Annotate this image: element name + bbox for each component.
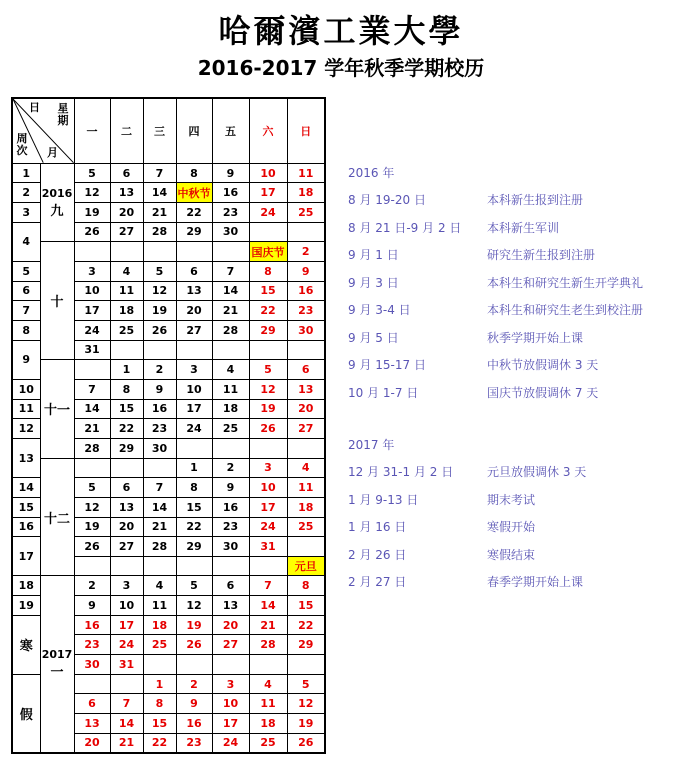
day-cell: 24 xyxy=(212,733,249,753)
day-cell: 16 xyxy=(143,399,176,419)
event-date: 9 月 5 日 xyxy=(348,330,399,345)
corner-header xyxy=(12,98,74,163)
day-cell: 13 xyxy=(74,714,110,734)
day-cell: 2 xyxy=(74,576,110,596)
week-number: 15 xyxy=(12,497,40,517)
day-cell: 17 xyxy=(110,615,143,635)
day-cell: 12 xyxy=(287,694,325,714)
day-cell: 13 xyxy=(287,379,325,399)
day-cell: 28 xyxy=(74,438,110,458)
day-cell: 19 xyxy=(74,517,110,537)
corner-day-label: 日 xyxy=(29,101,40,114)
day-cell: 21 xyxy=(110,733,143,753)
day-cell: 12 xyxy=(143,281,176,301)
week-number: 3 xyxy=(12,203,40,223)
day-cell: 24 xyxy=(249,203,287,223)
day-cell: 18 xyxy=(249,714,287,734)
day-cell: 7 xyxy=(143,478,176,498)
day-cell: 30 xyxy=(143,438,176,458)
day-cell: 25 xyxy=(110,320,143,340)
day-cell: 2 xyxy=(212,458,249,478)
day-cell: 29 xyxy=(249,320,287,340)
corner-weekday-label: 星期 xyxy=(57,102,69,127)
day-cell xyxy=(212,438,249,458)
day-cell: 26 xyxy=(249,419,287,439)
day-cell: 25 xyxy=(249,733,287,753)
week-number: 16 xyxy=(12,517,40,537)
day-cell: 27 xyxy=(287,419,325,439)
day-cell: 29 xyxy=(110,438,143,458)
day-cell: 18 xyxy=(143,615,176,635)
day-cell: 6 xyxy=(176,261,212,281)
day-cell: 17 xyxy=(176,399,212,419)
day-cell: 24 xyxy=(74,320,110,340)
day-cell xyxy=(176,655,212,675)
week-number: 1 xyxy=(12,163,40,183)
day-cell: 20 xyxy=(110,517,143,537)
day-cell: 23 xyxy=(212,203,249,223)
weekday-header: 日 xyxy=(287,98,325,163)
day-cell: 10 xyxy=(74,281,110,301)
day-cell: 22 xyxy=(176,517,212,537)
day-cell: 9 xyxy=(143,379,176,399)
event-date: 9 月 15-17 日 xyxy=(348,358,426,372)
day-cell: 8 xyxy=(287,576,325,596)
day-cell: 20 xyxy=(74,733,110,753)
day-cell: 15 xyxy=(176,497,212,517)
day-cell: 16 xyxy=(74,615,110,635)
day-cell: 1 xyxy=(143,674,176,694)
month-year: 2016 xyxy=(41,186,73,200)
day-cell: 11 xyxy=(110,281,143,301)
event-description: 期末考试 xyxy=(487,492,536,507)
month-label: 十一 xyxy=(43,403,70,419)
day-cell: 25 xyxy=(212,419,249,439)
day-cell: 2 xyxy=(287,242,325,262)
day-cell: 14 xyxy=(74,399,110,419)
day-cell: 5 xyxy=(287,674,325,694)
calendar-row xyxy=(12,458,325,478)
day-cell: 25 xyxy=(143,635,176,655)
week-number: 2 xyxy=(12,183,40,203)
day-cell: 15 xyxy=(143,714,176,734)
day-cell: 21 xyxy=(74,419,110,439)
week-number: 19 xyxy=(12,596,40,616)
day-cell xyxy=(143,340,176,360)
day-cell: 7 xyxy=(249,576,287,596)
day-cell: 19 xyxy=(176,615,212,635)
day-cell xyxy=(249,438,287,458)
day-cell: 22 xyxy=(143,733,176,753)
day-cell: 6 xyxy=(74,694,110,714)
month-label: 十二 xyxy=(43,511,70,527)
day-cell: 15 xyxy=(287,596,325,616)
day-cell: 29 xyxy=(176,537,212,557)
school-calendar-table xyxy=(11,97,326,754)
week-number: 18 xyxy=(12,576,40,596)
day-cell: 16 xyxy=(176,714,212,734)
month-sep xyxy=(40,163,74,242)
day-cell: 10 xyxy=(176,379,212,399)
vacation-label-2: 假 xyxy=(12,674,40,753)
week-number: 17 xyxy=(12,537,40,576)
event-date: 2 月 27 日 xyxy=(348,575,407,589)
week-number: 7 xyxy=(12,301,40,321)
vacation-label-1: 寒 xyxy=(12,615,40,674)
day-cell: 4 xyxy=(287,458,325,478)
week-number: 14 xyxy=(12,478,40,498)
day-cell: 13 xyxy=(110,497,143,517)
day-cell: 23 xyxy=(212,517,249,537)
day-cell: 19 xyxy=(74,203,110,223)
day-cell: 1 xyxy=(110,360,143,380)
day-cell: 9 xyxy=(212,163,249,183)
day-cell: 28 xyxy=(212,320,249,340)
event-description: 研究生新生报到注册 xyxy=(487,248,596,262)
day-cell: 27 xyxy=(212,635,249,655)
day-cell xyxy=(110,458,143,478)
day-cell: 20 xyxy=(287,399,325,419)
day-cell xyxy=(287,655,325,675)
day-cell: 28 xyxy=(143,222,176,242)
event-description: 国庆节放假调休 7 天 xyxy=(487,385,599,400)
day-cell: 5 xyxy=(74,163,110,183)
day-cell: 2 xyxy=(143,360,176,380)
day-cell: 4 xyxy=(143,576,176,596)
week-number: 4 xyxy=(12,222,40,261)
day-cell: 1 xyxy=(176,458,212,478)
day-cell: 5 xyxy=(249,360,287,380)
day-cell: 17 xyxy=(249,497,287,517)
day-cell: 27 xyxy=(110,222,143,242)
day-cell: 24 xyxy=(110,635,143,655)
day-cell: 10 xyxy=(212,694,249,714)
month-oct xyxy=(40,242,74,360)
day-cell xyxy=(212,242,249,262)
day-cell: 17 xyxy=(249,183,287,203)
day-cell xyxy=(287,340,325,360)
event-date: 8 月 21 日-9 月 2 日 xyxy=(348,220,462,235)
day-cell: 9 xyxy=(74,596,110,616)
weekday-header: 六 xyxy=(249,98,287,163)
day-cell xyxy=(287,537,325,557)
calendar-title: 2016-2017 学年秋季学期校历 xyxy=(197,56,485,80)
week-number: 12 xyxy=(12,419,40,439)
day-cell xyxy=(176,340,212,360)
day-cell: 22 xyxy=(287,615,325,635)
day-cell xyxy=(110,674,143,694)
event-description: 寒假开始 xyxy=(487,520,536,534)
day-cell: 5 xyxy=(176,576,212,596)
day-cell xyxy=(110,556,143,576)
day-cell xyxy=(143,242,176,262)
day-cell: 14 xyxy=(249,596,287,616)
holiday-cell: 国庆节 xyxy=(249,242,287,262)
day-cell: 26 xyxy=(176,635,212,655)
week-number: 13 xyxy=(12,438,40,477)
weekday-header: 一 xyxy=(74,98,110,163)
month-label: 一 xyxy=(50,665,64,681)
day-cell: 18 xyxy=(110,301,143,321)
day-cell: 4 xyxy=(110,261,143,281)
event-description: 本科新生报到注册 xyxy=(487,193,584,207)
day-cell: 12 xyxy=(74,497,110,517)
day-cell: 11 xyxy=(212,379,249,399)
day-cell: 11 xyxy=(287,478,325,498)
day-cell: 14 xyxy=(143,183,176,203)
day-cell: 26 xyxy=(74,537,110,557)
day-cell: 4 xyxy=(212,360,249,380)
event-date: 1 月 16 日 xyxy=(348,520,407,534)
day-cell xyxy=(176,242,212,262)
day-cell: 26 xyxy=(143,320,176,340)
weekday-header: 五 xyxy=(212,98,249,163)
day-cell: 14 xyxy=(212,281,249,301)
day-cell: 18 xyxy=(287,497,325,517)
day-cell: 7 xyxy=(143,163,176,183)
day-cell: 12 xyxy=(176,596,212,616)
day-cell: 20 xyxy=(212,615,249,635)
day-cell: 27 xyxy=(176,320,212,340)
event-description: 中秋节放假调休 3 天 xyxy=(487,358,599,372)
day-cell: 31 xyxy=(74,340,110,360)
day-cell xyxy=(176,556,212,576)
month-label: 九 xyxy=(50,203,64,219)
event-date: 12 月 31-1 月 2 日 xyxy=(348,465,454,479)
day-cell: 7 xyxy=(110,694,143,714)
event-description: 本科生和研究生老生到校注册 xyxy=(487,303,644,317)
day-cell: 27 xyxy=(110,537,143,557)
week-number: 10 xyxy=(12,379,40,399)
day-cell xyxy=(249,340,287,360)
event-description: 春季学期开始上课 xyxy=(487,575,584,589)
day-cell: 8 xyxy=(176,163,212,183)
corner-week-label: 周次 xyxy=(16,132,28,157)
day-cell: 22 xyxy=(176,203,212,223)
day-cell xyxy=(110,242,143,262)
day-cell: 28 xyxy=(249,635,287,655)
day-cell: 26 xyxy=(74,222,110,242)
day-cell: 23 xyxy=(74,635,110,655)
day-cell xyxy=(74,674,110,694)
day-cell: 13 xyxy=(110,183,143,203)
day-cell: 16 xyxy=(212,183,249,203)
event-description: 元旦放假调休 3 天 xyxy=(487,465,587,479)
event-description: 秋季学期开始上课 xyxy=(487,330,584,345)
event-date: 9 月 3 日 xyxy=(348,275,399,290)
day-cell: 24 xyxy=(176,419,212,439)
week-number: 8 xyxy=(12,320,40,340)
day-cell: 11 xyxy=(287,163,325,183)
day-cell: 15 xyxy=(110,399,143,419)
day-cell: 21 xyxy=(212,301,249,321)
event-date: 9 月 1 日 xyxy=(348,248,399,262)
month-year: 2017 xyxy=(41,648,73,662)
day-cell: 18 xyxy=(287,183,325,203)
day-cell xyxy=(74,556,110,576)
day-cell: 21 xyxy=(143,517,176,537)
university-name: 哈爾濱工業大學 xyxy=(218,12,464,50)
day-cell: 8 xyxy=(143,694,176,714)
day-cell: 22 xyxy=(110,419,143,439)
day-cell: 29 xyxy=(176,222,212,242)
day-cell xyxy=(249,556,287,576)
day-cell: 31 xyxy=(249,537,287,557)
day-cell: 9 xyxy=(287,261,325,281)
calendar-row xyxy=(12,360,325,380)
day-cell: 3 xyxy=(110,576,143,596)
day-cell xyxy=(212,655,249,675)
day-cell: 12 xyxy=(249,379,287,399)
day-cell xyxy=(287,438,325,458)
corner-month-label: 月 xyxy=(47,146,58,159)
day-cell xyxy=(249,222,287,242)
day-cell: 6 xyxy=(287,360,325,380)
month-nov xyxy=(40,360,74,458)
day-cell: 15 xyxy=(249,281,287,301)
day-cell: 3 xyxy=(74,261,110,281)
day-cell: 8 xyxy=(176,478,212,498)
day-cell xyxy=(110,340,143,360)
day-cell: 10 xyxy=(249,478,287,498)
day-cell: 17 xyxy=(212,714,249,734)
day-cell: 30 xyxy=(212,222,249,242)
week-number: 9 xyxy=(12,340,40,379)
day-cell: 14 xyxy=(143,497,176,517)
day-cell xyxy=(212,556,249,576)
day-cell: 2 xyxy=(176,674,212,694)
event-date: 2017 年 xyxy=(348,438,395,452)
day-cell: 23 xyxy=(287,301,325,321)
day-cell: 3 xyxy=(176,360,212,380)
day-cell xyxy=(74,242,110,262)
day-cell: 29 xyxy=(287,635,325,655)
day-cell xyxy=(143,458,176,478)
day-cell: 16 xyxy=(287,281,325,301)
day-cell: 19 xyxy=(249,399,287,419)
day-cell: 21 xyxy=(249,615,287,635)
day-cell: 31 xyxy=(110,655,143,675)
day-cell: 3 xyxy=(212,674,249,694)
day-cell xyxy=(74,360,110,380)
day-cell: 7 xyxy=(212,261,249,281)
day-cell: 30 xyxy=(212,537,249,557)
event-description: 寒假结束 xyxy=(487,547,536,562)
event-date: 8 月 19-20 日 xyxy=(348,193,426,207)
day-cell: 25 xyxy=(287,517,325,537)
day-cell: 23 xyxy=(176,733,212,753)
day-cell: 18 xyxy=(212,399,249,419)
day-cell: 19 xyxy=(287,714,325,734)
day-cell xyxy=(143,655,176,675)
day-cell: 30 xyxy=(74,655,110,675)
month-jan xyxy=(40,576,74,753)
event-date: 10 月 1-7 日 xyxy=(348,385,419,400)
day-cell: 13 xyxy=(176,281,212,301)
day-cell: 9 xyxy=(212,478,249,498)
day-cell xyxy=(74,458,110,478)
day-cell: 20 xyxy=(176,301,212,321)
week-number: 11 xyxy=(12,399,40,419)
month-dec xyxy=(40,458,74,576)
calendar-row xyxy=(12,163,325,183)
week-number: 5 xyxy=(12,261,40,281)
day-cell: 14 xyxy=(110,714,143,734)
day-cell: 12 xyxy=(74,183,110,203)
day-cell xyxy=(249,655,287,675)
day-cell: 22 xyxy=(249,301,287,321)
day-cell: 11 xyxy=(249,694,287,714)
day-cell: 20 xyxy=(110,203,143,223)
day-cell: 9 xyxy=(176,694,212,714)
day-cell: 5 xyxy=(74,478,110,498)
day-cell xyxy=(212,340,249,360)
event-description: 本科新生军训 xyxy=(487,220,560,235)
event-date: 9 月 3-4 日 xyxy=(348,303,411,317)
weekday-header: 二 xyxy=(110,98,143,163)
day-cell: 6 xyxy=(212,576,249,596)
day-cell: 8 xyxy=(110,379,143,399)
week-number: 6 xyxy=(12,281,40,301)
day-cell: 17 xyxy=(74,301,110,321)
day-cell: 23 xyxy=(143,419,176,439)
day-cell: 26 xyxy=(287,733,325,753)
day-cell: 10 xyxy=(249,163,287,183)
event-date: 2 月 26 日 xyxy=(348,547,407,562)
day-cell: 3 xyxy=(249,458,287,478)
day-cell: 16 xyxy=(212,497,249,517)
event-description: 本科生和研究生新生开学典礼 xyxy=(487,275,644,290)
day-cell: 10 xyxy=(110,596,143,616)
day-cell: 24 xyxy=(249,517,287,537)
day-cell: 7 xyxy=(74,379,110,399)
calendar-row xyxy=(12,576,325,596)
weekday-header: 四 xyxy=(176,98,212,163)
calendar-row xyxy=(12,242,325,262)
day-cell: 8 xyxy=(249,261,287,281)
month-label: 十 xyxy=(50,295,64,311)
day-cell: 11 xyxy=(143,596,176,616)
day-cell: 6 xyxy=(110,163,143,183)
day-cell: 4 xyxy=(249,674,287,694)
day-cell xyxy=(287,222,325,242)
day-cell: 13 xyxy=(212,596,249,616)
day-cell xyxy=(143,556,176,576)
day-cell: 19 xyxy=(143,301,176,321)
holiday-cell: 元旦 xyxy=(287,556,325,576)
day-cell: 25 xyxy=(287,203,325,223)
event-date: 1 月 9-13 日 xyxy=(348,492,419,507)
holiday-cell: 中秋节 xyxy=(176,183,212,203)
day-cell: 6 xyxy=(110,478,143,498)
day-cell: 21 xyxy=(143,203,176,223)
day-cell: 30 xyxy=(287,320,325,340)
day-cell: 5 xyxy=(143,261,176,281)
day-cell: 28 xyxy=(143,537,176,557)
weekday-header: 三 xyxy=(143,98,176,163)
day-cell xyxy=(176,438,212,458)
event-date: 2016 年 xyxy=(348,166,395,180)
